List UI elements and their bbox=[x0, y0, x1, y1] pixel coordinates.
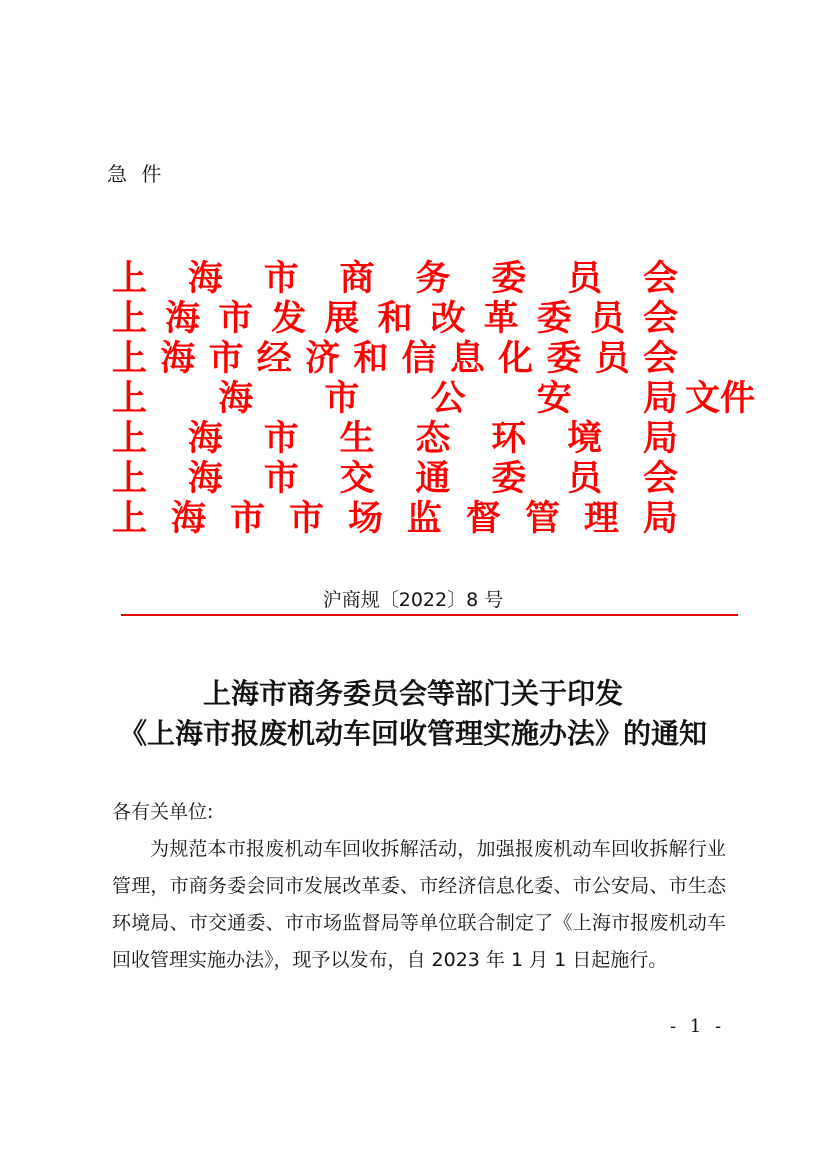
document-body bbox=[112, 794, 726, 979]
issuer-char: 局 bbox=[642, 379, 678, 419]
issuer-char: 海 bbox=[165, 299, 201, 339]
issuer-line bbox=[112, 299, 772, 339]
issuer-char: 监 bbox=[406, 499, 442, 539]
document-word: 文件 bbox=[685, 379, 756, 419]
issuer-line bbox=[112, 379, 772, 419]
issuer-char: 市 bbox=[263, 459, 299, 499]
issuer-char: 海 bbox=[170, 499, 206, 539]
issuer-char: 员 bbox=[594, 339, 630, 379]
issuer-line bbox=[112, 459, 772, 499]
issuer-name bbox=[112, 419, 678, 459]
issuer-char: 改 bbox=[430, 299, 466, 339]
issuer-char: 委 bbox=[546, 339, 582, 379]
issuer-char: 上 bbox=[112, 259, 148, 299]
body-paragraph: 为规范本市报废机动车回收拆解活动，加强报废机动车回收拆解行业管理，市商务委会同市发展改革委、市经济信息化委、市公安局、市生态环境局、市交通委、市市场监督局等单位联合制定了《上海市报废机动车回收管理实施办法》，现予以发布，自 2023 年 1 月 1 日起施行。 bbox=[112, 838, 726, 971]
issuer-char: 市 bbox=[263, 419, 299, 459]
issuer-char: 经 bbox=[256, 339, 292, 379]
issuer-char: 务 bbox=[415, 259, 451, 299]
title-line-1: 上海市商务委员会等部门关于印发 bbox=[202, 677, 623, 710]
issuer-char: 员 bbox=[589, 299, 625, 339]
issuer-name bbox=[112, 259, 678, 299]
issuer-line bbox=[112, 419, 772, 459]
issuer-char: 场 bbox=[347, 499, 383, 539]
issuer-char: 海 bbox=[160, 339, 196, 379]
page-number: - 1 - bbox=[670, 1016, 726, 1037]
issuer-char: 息 bbox=[449, 339, 485, 379]
issuer-char: 委 bbox=[491, 459, 527, 499]
issuing-authorities-header bbox=[112, 259, 772, 539]
issuer-char: 市 bbox=[218, 299, 254, 339]
issuer-char: 商 bbox=[339, 259, 375, 299]
issuer-char: 管 bbox=[524, 499, 560, 539]
document-number: 沪商规〔2022〕8 号 bbox=[322, 589, 504, 611]
issuer-char: 员 bbox=[567, 259, 603, 299]
issuer-char: 安 bbox=[536, 379, 572, 419]
issuer-char: 局 bbox=[642, 499, 678, 539]
issuer-char: 化 bbox=[498, 339, 534, 379]
issuer-name bbox=[112, 379, 678, 419]
issuer-char: 环 bbox=[491, 419, 527, 459]
issuer-char: 上 bbox=[112, 299, 148, 339]
issuer-name bbox=[112, 459, 678, 499]
issuer-char: 发 bbox=[271, 299, 307, 339]
issuer-char: 员 bbox=[567, 459, 603, 499]
issuer-char: 理 bbox=[583, 499, 619, 539]
issuer-char: 上 bbox=[112, 339, 148, 379]
issuer-char: 会 bbox=[642, 299, 678, 339]
issuer-char: 生 bbox=[339, 419, 375, 459]
issuer-char: 海 bbox=[187, 459, 223, 499]
issuer-char: 上 bbox=[112, 419, 148, 459]
issuer-char: 和 bbox=[353, 339, 389, 379]
issuer-char: 济 bbox=[305, 339, 341, 379]
issuer-char: 会 bbox=[642, 459, 678, 499]
issuer-char: 上 bbox=[112, 379, 148, 419]
document-title bbox=[0, 674, 826, 754]
issuer-char: 上 bbox=[112, 499, 148, 539]
title-line-2: 《上海市报废机动车回收管理实施办法》的通知 bbox=[118, 717, 707, 750]
issuer-char: 信 bbox=[401, 339, 437, 379]
issuer-char: 和 bbox=[377, 299, 413, 339]
issuer-char: 通 bbox=[415, 459, 451, 499]
issuer-char: 海 bbox=[187, 259, 223, 299]
red-separator-line bbox=[121, 614, 738, 616]
issuer-line bbox=[112, 499, 772, 539]
issuer-char: 会 bbox=[642, 259, 678, 299]
issuer-char: 市 bbox=[263, 259, 299, 299]
issuer-char: 公 bbox=[430, 379, 466, 419]
issuer-char: 会 bbox=[642, 339, 678, 379]
issuer-char: 督 bbox=[465, 499, 501, 539]
issuer-char: 展 bbox=[324, 299, 360, 339]
issuer-char: 交 bbox=[339, 459, 375, 499]
issuer-line bbox=[112, 339, 772, 379]
issuer-char: 海 bbox=[187, 419, 223, 459]
issuer-char: 境 bbox=[567, 419, 603, 459]
issuer-name bbox=[112, 299, 678, 339]
issuer-char: 市 bbox=[208, 339, 244, 379]
issuer-line bbox=[112, 259, 772, 299]
issuer-char: 委 bbox=[491, 259, 527, 299]
salutation: 各有关单位: bbox=[112, 801, 214, 823]
urgency-label: 急 件 bbox=[107, 162, 166, 186]
issuer-char: 态 bbox=[415, 419, 451, 459]
issuer-char: 市 bbox=[229, 499, 265, 539]
issuer-char: 市 bbox=[324, 379, 360, 419]
issuer-char: 革 bbox=[483, 299, 519, 339]
issuer-char: 上 bbox=[112, 459, 148, 499]
issuer-char: 委 bbox=[536, 299, 572, 339]
issuer-name bbox=[112, 339, 678, 379]
issuer-char: 海 bbox=[218, 379, 254, 419]
issuer-name bbox=[112, 499, 678, 539]
issuer-char: 局 bbox=[642, 419, 678, 459]
issuer-char: 市 bbox=[288, 499, 324, 539]
